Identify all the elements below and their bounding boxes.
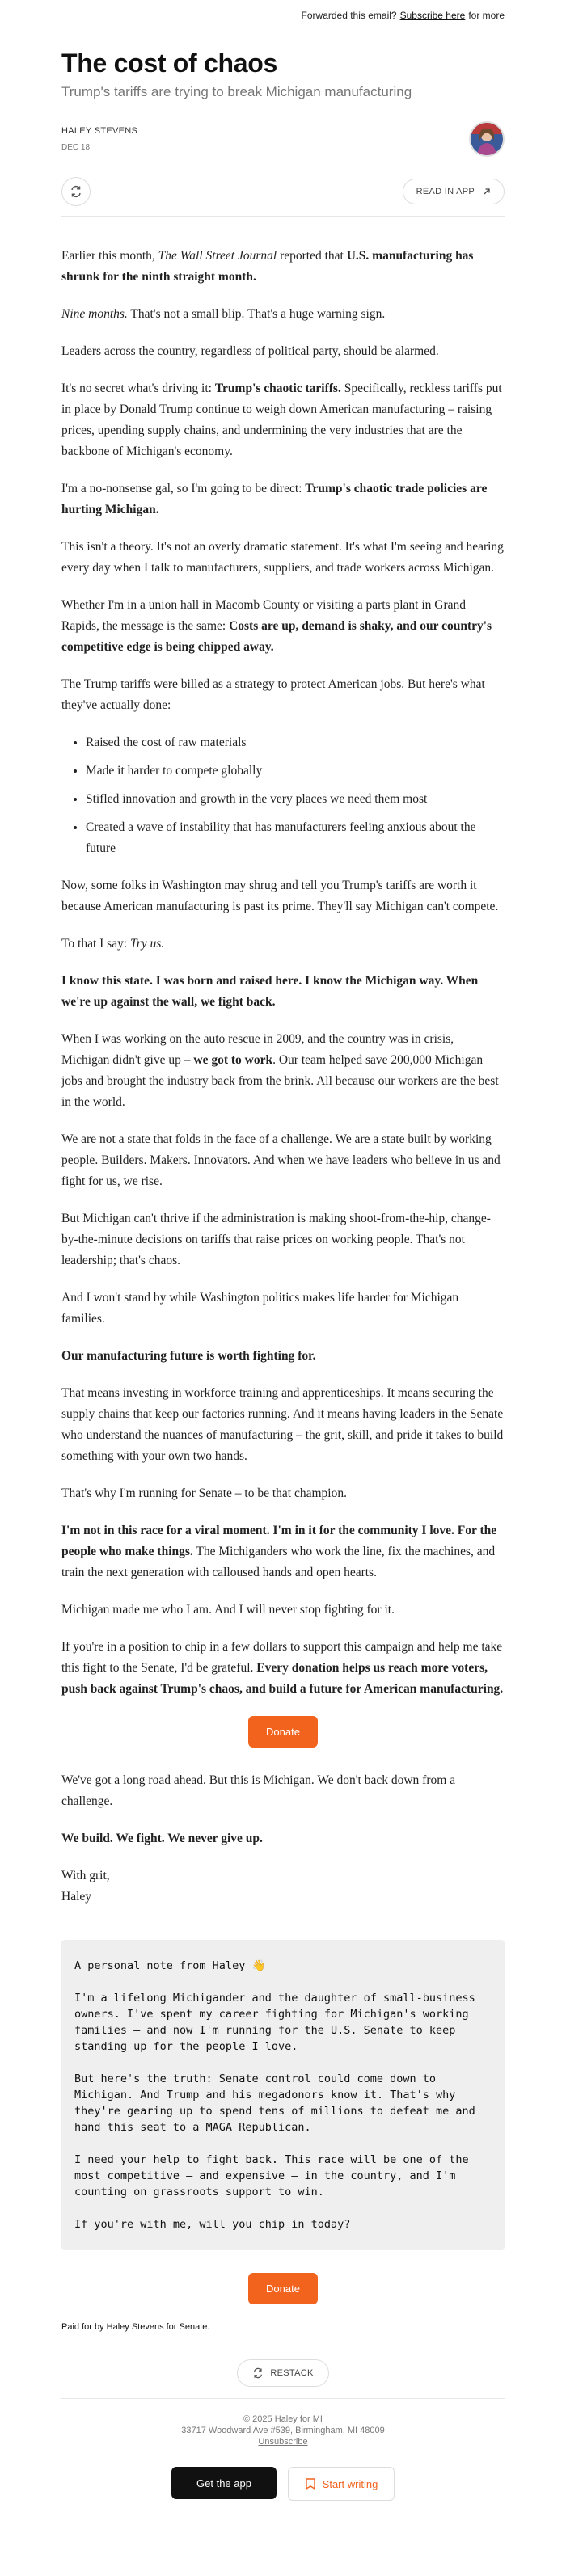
paragraph: And I won't stand by while Washington politics makes life harder for Michigan families.	[61, 1291, 459, 1326]
post-title: The cost of chaos	[61, 48, 277, 78]
forward-prefix: Forwarded this email?	[301, 10, 397, 21]
action-row	[61, 167, 505, 216]
divider	[61, 216, 505, 217]
arrow-up-right-icon	[483, 188, 491, 196]
note-heading: A personal note from Haley 👋	[74, 1959, 266, 1972]
mailing-address: 33717 Woodward Ave #539, Birmingham, MI 48009	[181, 2426, 385, 2435]
impact-list	[61, 732, 505, 859]
author-name[interactable]: HALEY STEVENS	[61, 125, 138, 136]
read-in-app-button[interactable]	[403, 179, 505, 204]
list-item: • Raised the cost of raw materials	[86, 732, 505, 753]
note-paragraph: But here's the truth: Senate control could come down to Michigan. And Trump and his megadonors know it. That's why they're gearing up to spend tens of millions to defeat me and hand this seat to a MAGA Republican.	[74, 2072, 482, 2134]
paragraph: Our manufacturing future is worth fighting for.	[61, 1349, 316, 1363]
get-app-button[interactable]: Get the app	[171, 2467, 277, 2499]
restack-icon	[252, 2367, 264, 2379]
paragraph: I'm a no-nonsense gal, so I'm going to be direct: Trump's chaotic trade policies are hurting Michigan.	[61, 482, 488, 516]
donate-button[interactable]: Donate	[248, 1716, 318, 1748]
paragraph: I'm not in this race for a viral moment. I'm in it for the community I love. For the people who make things. The Michiganders who work the line, fix the machines, and train the next generation with calloused hands and open hearts.	[61, 1524, 497, 1579]
restack-icon	[70, 185, 82, 198]
restack-pill-button[interactable]	[237, 2359, 328, 2387]
author-avatar[interactable]	[469, 121, 505, 157]
read-in-app-label: READ IN APP	[416, 187, 475, 196]
note-paragraph: I'm a lifelong Michigander and the daughter of small-business owners. I've spent my career fighting for Michigan's working families – and now I'm running for the U.S. Senate to keep standing up for the people I love.	[74, 1992, 482, 2053]
donate-container	[61, 2273, 505, 2304]
paragraph: Whether I'm in a union hall in Macomb County or visiting a parts plant in Grand Rapids, the message is the same: Costs are up, demand is shaky, and our country's competitive edge is being chipped away.	[61, 598, 492, 654]
restack-label: RESTACK	[270, 2368, 314, 2378]
paragraph: Now, some folks in Washington may shrug and tell you Trump's tariffs are worth it because American manufacturing is past its prime. They'll say Michigan can't compete.	[61, 879, 499, 913]
bookmark-icon	[305, 2478, 316, 2490]
paragraph: But Michigan can't thrive if the administration is making shoot-from-the-hip, change-by-the-minute decisions on tariffs that raise prices on working people. That's not leadership; that's chaos.	[61, 1212, 491, 1267]
post-date: DEC 18	[61, 142, 91, 152]
paragraph: That's why I'm running for Senate – to be that champion.	[61, 1486, 347, 1500]
divider	[61, 2398, 505, 2399]
paragraph: We are not a state that folds in the face of a challenge. We are a state built by working people. Builders. Makers. Innovators. And when we have leaders who believe in us and fight for us, we rise.	[61, 1132, 501, 1188]
forward-suffix: for more	[468, 10, 505, 21]
paragraph: To that I say: Try us.	[61, 937, 165, 951]
paragraph: We build. We fight. We never give up.	[61, 1832, 263, 1845]
paragraph: Leaders across the country, regardless of political party, should be alarmed.	[61, 344, 439, 358]
paid-for-disclaimer: Paid for by Haley Stevens for Senate.	[61, 2322, 210, 2332]
post-body	[61, 246, 505, 1908]
start-writing-label: Start writing	[322, 2477, 378, 2490]
forward-banner	[61, 0, 505, 29]
donate-container	[61, 1716, 505, 1748]
paragraph: We've got a long road ahead. But this is Michigan. We don't back down from a challenge.	[61, 1773, 456, 1808]
list-item: • Created a wave of instability that has manufacturers feeling anxious about the future	[86, 817, 505, 859]
restack-container	[61, 2359, 505, 2387]
paragraph: Nine months. That's not a small blip. That's a huge warning sign.	[61, 307, 386, 321]
paragraph: Earlier this month, The Wall Street Journal reported that U.S. manufacturing has shrunk for the ninth straight month.	[61, 249, 474, 284]
list-item: • Made it harder to compete globally	[86, 761, 505, 782]
footer	[61, 2414, 505, 2447]
list-item: • Stifled innovation and growth in the very places we need them most	[86, 789, 505, 810]
note-paragraph: I need your help to fight back. This race will be one of the most competitive – and expensive – in the country, and I'm counting on grassroots support to win.	[74, 2153, 475, 2199]
signoff: With grit, Haley	[61, 1869, 110, 1904]
app-links	[61, 2467, 505, 2501]
byline	[61, 121, 505, 157]
start-writing-button[interactable]	[288, 2467, 395, 2501]
paragraph: If you're in a position to chip in a few dollars to support this campaign and help me take this fight to the Senate, I'd be grateful. Every donation helps us reach more voters, push back against Trump's chaos, and build a future for American manufacturing.	[61, 1640, 504, 1696]
post-subtitle: Trump's tariffs are trying to break Michigan manufacturing	[61, 84, 412, 99]
avatar-photo	[471, 123, 503, 155]
paragraph: When I was working on the auto rescue in 2009, and the country was in crisis, Michigan didn't give up – we got to work. Our team helped save 200,000 Michigan jobs and brought the industry back from the brink. All because our workers are the best in the world.	[61, 1032, 499, 1109]
paragraph: It's no secret what's driving it: Trump's chaotic tariffs. Specifically, reckless tariffs put in place by Donald Trump continue to weigh down American manufacturing – raising prices, upending supply chains, and undermining the very industries that are the backbone of Michigan's economy.	[61, 382, 502, 458]
donate-button-2[interactable]: Donate	[248, 2273, 318, 2304]
paragraph: I know this state. I was born and raised here. I know the Michigan way. When we're up against the wall, we fight back.	[61, 974, 479, 1009]
paragraph: This isn't a theory. It's not an overly dramatic statement. It's what I'm seeing and hearing every day when I talk to manufacturers, suppliers, and trade workers across Michigan.	[61, 540, 504, 575]
copyright: © 2025 Haley for MI	[243, 2414, 323, 2424]
paragraph: Michigan made me who I am. And I will never stop fighting for it.	[61, 1603, 395, 1617]
personal-note	[61, 1940, 505, 2250]
paragraph: The Trump tariffs were billed as a strategy to protect American jobs. But here's what they've actually done:	[61, 677, 485, 712]
paragraph: That means investing in workforce training and apprenticeships. It means securing the supply chains that keep our factories running. And it means having leaders in the Senate who understand the nuances of manufacturing – the grit, skill, and pride it takes to build something with your own two hands.	[61, 1386, 504, 1463]
restack-button[interactable]	[61, 177, 91, 206]
subscribe-link[interactable]: Subscribe here	[399, 10, 466, 21]
note-paragraph: If you're with me, will you chip in today?	[74, 2218, 351, 2231]
unsubscribe-link[interactable]: Unsubscribe	[258, 2437, 308, 2447]
